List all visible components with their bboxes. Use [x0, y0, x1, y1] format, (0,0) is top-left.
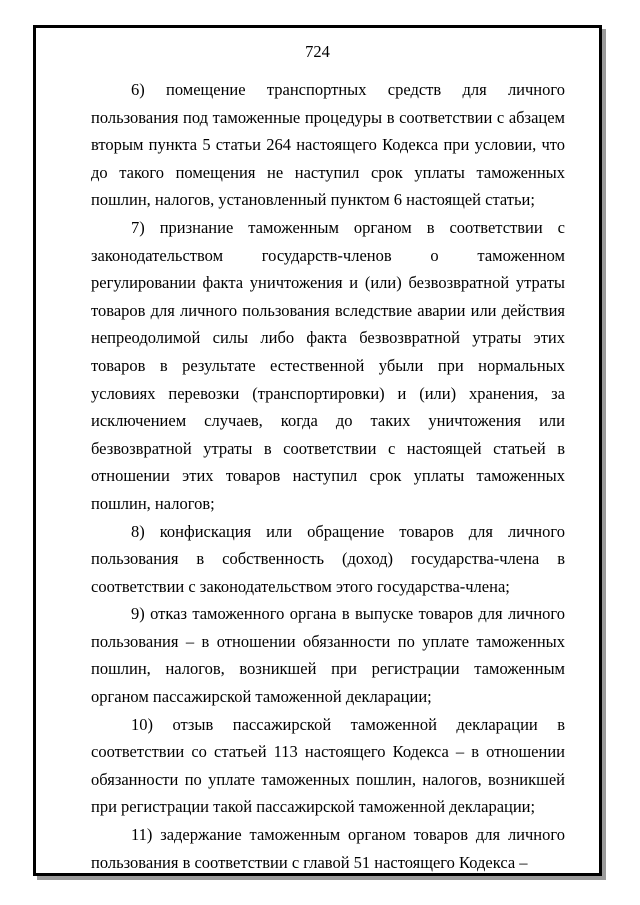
- paragraph-item-11: 11) задержание таможенным органом товаров для личного пользования в соответствии с главой 51 настоящего Кодекса –: [91, 825, 565, 872]
- page-frame: [33, 25, 602, 876]
- page-number: 724: [305, 42, 330, 61]
- paragraph-item-7: 7) признание таможенным органом в соответствии с законодательством государств-членов о таможенном регулировании факта уничтожения и (или) безвозвратной утраты товаров для личного пользования вследствие аварии или действия непреодолимой силы либо факта безвозвратной утраты этих товаров в результате естественной убыли при нормальных условиях перевозки (транспортировки) и (или) хранения, за исключением случаев, когда до таких уничтожения или безвозвратной утраты в соответствии с настоящей статьей в отношении этих товаров наступил срок уплаты таможенных пошлин, налогов;: [91, 217, 565, 513]
- paragraph-item-6: 6) помещение транспортных средств для личного пользования под таможенные процедуры в соответствии с абзацем вторым пункта 5 статьи 264 настоящего Кодекса при условии, что до такого помещения не наступил срок уплаты таможенных пошлин, налогов, установленный пунктом 6 настоящей статьи;: [91, 80, 565, 210]
- paragraph-item-10: 10) отзыв пассажирской таможенной декларации в соответствии со статьей 113 настоящего Кодекса – в отношении обязанности по уплате таможенных пошлин, налогов, возникшей при регистрации такой пассажирской таможенной декларации;: [91, 714, 565, 817]
- document-body: [91, 76, 565, 876]
- paragraph-item-9: 9) отказ таможенного органа в выпуске товаров для личного пользования – в отношении обязанности по уплате таможенных пошлин, налогов, возникшей при регистрации таможенным органом пассажирской таможенной декларации;: [91, 604, 565, 707]
- paragraph-item-8: 8) конфискация или обращение товаров для личного пользования в собственность (доход) государства-члена в соответствии с законодательством этого государства-члена;: [91, 521, 565, 596]
